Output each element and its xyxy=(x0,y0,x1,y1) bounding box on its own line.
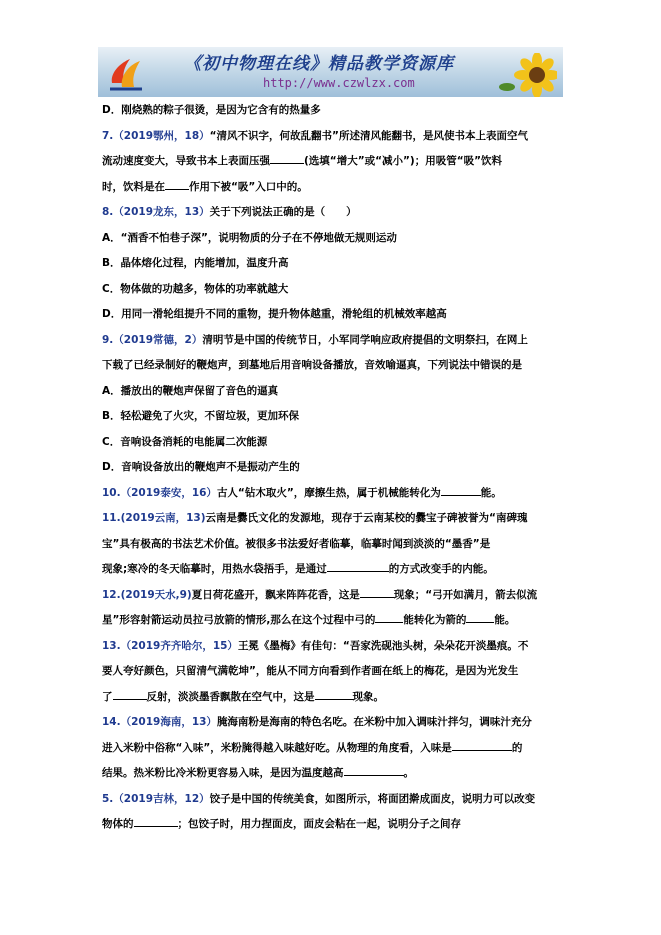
line-text: 饺子是中国的传统美食，如图所示，将面团擀成面皮，说明力可以改变 xyxy=(209,792,536,805)
answer-blank[interactable] xyxy=(344,764,404,776)
line-text: 了 xyxy=(102,690,113,703)
line-text: A．播放出的鞭炮声保留了音色的逼真 xyxy=(102,384,279,397)
document-line xyxy=(102,659,562,685)
answer-blank[interactable] xyxy=(441,484,481,496)
document-body xyxy=(102,98,562,838)
question-source-label: 14.（2019海南，13） xyxy=(102,716,217,728)
line-text-after-blank: 现象；“弓开如满月，箭去似流 xyxy=(393,588,538,601)
line-text: 物体的 xyxy=(102,818,134,830)
document-line xyxy=(102,787,562,813)
document-line xyxy=(102,736,562,762)
document-line xyxy=(102,608,562,634)
document-line xyxy=(102,124,562,150)
document-line xyxy=(102,634,562,660)
line-text: 结果。热米粉比冷米粉更容易入味，是因为温度越高 xyxy=(102,767,344,779)
line-text: 流动速度变大，导致书本上表面压强 xyxy=(102,155,270,167)
answer-blank[interactable] xyxy=(375,611,403,623)
line-text-after-blank: 。 xyxy=(403,767,414,779)
answer-blank[interactable] xyxy=(315,688,353,700)
document-line xyxy=(102,710,562,736)
question-source-label: 12.(2019天水,9) xyxy=(102,588,192,601)
document-line xyxy=(102,532,562,558)
document-line xyxy=(102,328,562,354)
line-text: A．“酒香不怕巷子深”，说明物质的分子在不停地做无规则运动 xyxy=(102,231,397,244)
banner-url[interactable]: http://www.czwlzx.com xyxy=(263,76,415,90)
question-source-label: 11.(2019云南，13) xyxy=(102,512,206,524)
line-text: 云南是爨氏文化的发源地，现存于云南某校的爨宝子碑被誉为“南碑瑰 xyxy=(205,512,528,524)
document-line xyxy=(102,557,562,583)
document-line xyxy=(102,404,562,430)
sunflower-icon xyxy=(497,53,557,97)
answer-blank[interactable] xyxy=(270,152,304,164)
line-text: C．物体做的功越多，物体的功率就越大 xyxy=(102,282,289,295)
document-line xyxy=(102,812,562,838)
question-source-label: 7.（2019鄂州，18） xyxy=(102,129,210,142)
line-text: 现象;寒冷的冬天临摹时，用热水袋捂手，是通过 xyxy=(102,563,327,575)
line-text: 下载了已经录制好的鞭炮声，到墓地后用音响设备播放，音效喻逼真，下列说法中错误的是 xyxy=(102,359,522,371)
line-text: D．用同一滑轮组提升不同的重物，提升物体越重，滑轮组的机械效率越高 xyxy=(102,308,447,320)
document-line xyxy=(102,200,562,226)
line-text-after-blank: 的 xyxy=(511,741,523,754)
line-text: D．刚烧熟的粽子很烫，是因为它含有的热量多 xyxy=(102,104,321,116)
header-banner xyxy=(98,47,563,97)
line-text: 关于下列说法正确的是（ ） xyxy=(209,206,357,218)
line-text-after-blank: 作用下被“吸”入口中的。 xyxy=(189,180,308,193)
document-line xyxy=(102,302,562,328)
line-text: B．轻松避免了火灾，不留垃圾，更加环保 xyxy=(102,410,300,422)
document-line xyxy=(102,98,562,124)
document-line xyxy=(102,481,562,507)
document-line xyxy=(102,506,562,532)
document-line xyxy=(102,149,562,175)
line-text: 古人“钻木取火”，摩擦生热，属于机械能转化为 xyxy=(216,486,441,499)
line-text-after-blank: 能。 xyxy=(494,614,516,626)
document-line xyxy=(102,455,562,481)
document-line xyxy=(102,251,562,277)
line-text-after-blank: 的方式改变手的内能。 xyxy=(388,563,494,575)
line-text: 王冕《墨梅》有佳句：“吾家洗砚池头树，朵朵花开淡墨痕。不 xyxy=(237,639,529,652)
document-line xyxy=(102,353,562,379)
answer-blank[interactable] xyxy=(134,815,178,827)
answer-blank[interactable] xyxy=(452,739,512,751)
line-text: 要人夸好颜色，只留清气满乾坤”，能从不同方向看到作者画在纸上的梅花，是因为光发生 xyxy=(102,665,519,677)
line-text: D．音响设备放出的鞭炮声不是振动产生的 xyxy=(102,461,300,473)
line-text-after-blank: 能转化为箭的 xyxy=(403,614,467,626)
document-line xyxy=(102,226,562,252)
question-source-label: 5.（2019吉林，12） xyxy=(102,792,210,805)
answer-blank[interactable] xyxy=(113,688,147,700)
document-line xyxy=(102,583,562,609)
document-line xyxy=(102,277,562,303)
line-text: “清风不识字，何故乱翻书”所述清风能翻书，是风使书本上表面空气 xyxy=(209,129,528,142)
line-text: 腌海南粉是海南的特色名吃。在米粉中加入调味汁拌匀，调味汁充分 xyxy=(216,716,532,728)
document-line xyxy=(102,379,562,405)
line-text: 清明节是中国的传统节日，小军同学响应政府提倡的文明祭扫，在网上 xyxy=(202,333,528,346)
document-line xyxy=(102,175,562,201)
line-text: 夏日荷花盛开，飘来阵阵花香，这是 xyxy=(191,588,360,601)
line-text: 宝”具有极高的书法艺术价值。被很多书法爱好者临摹，临摹时闻到淡淡的“墨香”是 xyxy=(102,537,491,550)
line-text: B．晶体熔化过程，内能增加，温度升高 xyxy=(102,257,289,269)
question-source-label: 8.（2019龙东，13） xyxy=(102,206,210,218)
answer-blank[interactable] xyxy=(165,178,189,190)
question-source-label: 13.（2019齐齐哈尔，15） xyxy=(102,639,238,652)
answer-blank[interactable] xyxy=(466,611,494,623)
line-text: C．音响设备消耗的电能属二次能源 xyxy=(102,435,268,448)
answer-blank[interactable] xyxy=(360,586,394,598)
line-text: 时，饮料是在 xyxy=(102,180,165,193)
line-text-after-blank: 能。 xyxy=(480,486,502,499)
line-text-after-blank: (选填“增大”或“减小”)；用吸管“吸”饮料 xyxy=(304,155,503,167)
line-text-after-blank: ；包饺子时，用力捏面皮，面皮会粘在一起，说明分子之间存 xyxy=(177,818,461,830)
line-text: 进入米粉中俗称“入味”，米粉腌得越入味越好吃。从物理的角度看，入味是 xyxy=(102,741,452,754)
line-text-after-blank: 反射，淡淡墨香飘散在空气中，这是 xyxy=(146,690,315,703)
line-text-after-blank: 现象。 xyxy=(352,690,384,703)
line-text: 星”形容射箭运动员拉弓放箭的情形,那么在这个过程中弓的 xyxy=(102,614,376,626)
question-source-label: 9.（2019常德，2） xyxy=(102,333,203,346)
document-line xyxy=(102,685,562,711)
answer-blank[interactable] xyxy=(327,560,389,572)
document-line xyxy=(102,761,562,787)
banner-title: 《初中物理在线》精品教学资源库 xyxy=(184,54,454,74)
document-line xyxy=(102,430,562,456)
logo-icon xyxy=(108,53,144,91)
question-source-label: 10.（2019泰安，16） xyxy=(102,486,217,499)
